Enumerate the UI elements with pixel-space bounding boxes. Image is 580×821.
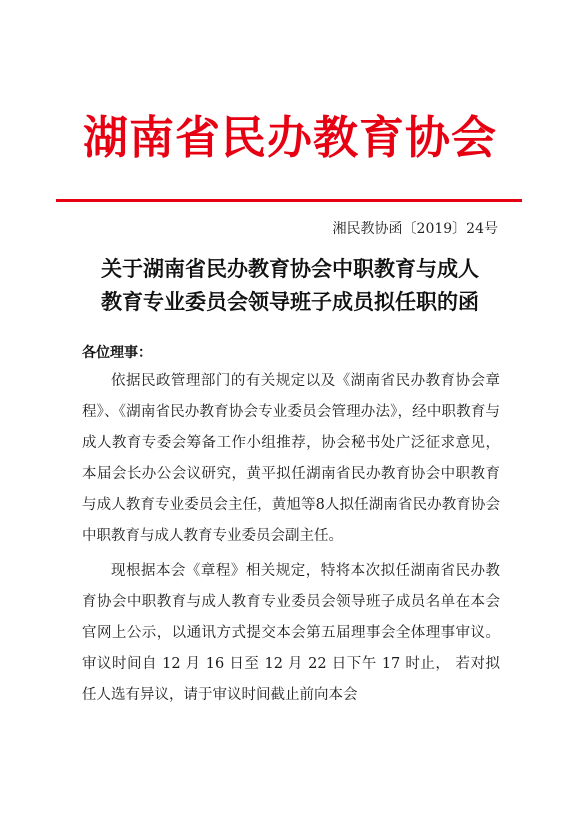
document-title xyxy=(40,253,540,319)
body-paragraph-1: 依据民政管理部门的有关规定以及《湖南省民办教育协会章程》、《湖南省民办教育协会专业委员会管理办法》，经中职教育与成人教育专委会筹备工作小组推荐，协会秘书处广泛征求意见，本届会长办公会议研究，黄平拟任湖南省民办教育协会中职教育与成人教育专业委员会主任，黄旭等8人拟任湖南省民办教育协会中职教育与成人教育专业委员会副主任。 xyxy=(82,373,500,544)
organization-masthead: 湖南省民办教育协会 xyxy=(82,111,497,164)
document-body xyxy=(82,366,500,715)
document-title-line-1: 关于湖南省民办教育协会中职教育与成人 xyxy=(101,257,479,281)
red-divider-line xyxy=(56,199,522,202)
body-paragraph-2: 现根据本会《章程》相关规定，特将本次拟任湖南省民办教育协会中职教育与成人教育专业委员会领导班子成员名单在本会官网上公示，以通讯方式提交本会第五届理事会全体理事审议。审议时间自 12 月 16 日至 12 月 22 日下午 17 时止， 若对拟任人选有异议，请于审议时间截止前向本会 xyxy=(82,563,500,703)
salutation: 各位理事： xyxy=(82,345,152,361)
document-number: 湘民教协函〔2019〕24号 xyxy=(332,221,498,237)
document-title-line-2: 教育专业委员会领导班子成员拟任职的函 xyxy=(101,290,479,314)
